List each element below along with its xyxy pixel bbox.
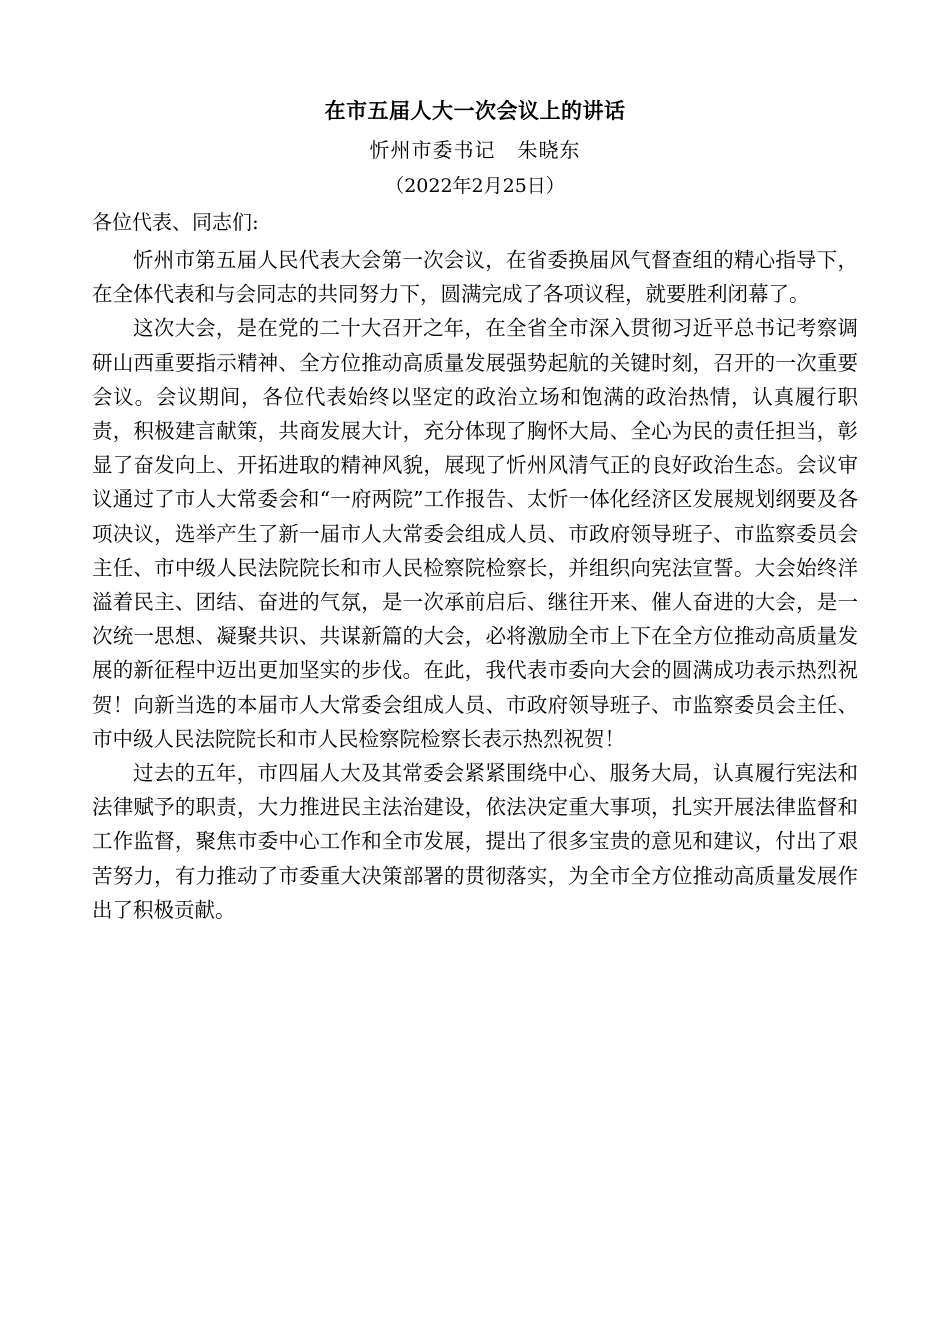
paragraph: 忻州市第五届人民代表大会第一次会议，在省委换届风气督查组的精心指导下，在全体代表和与会同志的共同努力下，圆满完成了各项议程，就要胜利闭幕了。 [92, 248, 858, 307]
paragraph: 这次大会，是在党的二十大召开之年，在全省全市深入贯彻习近平总书记考察调研山西重要指示精神、全方位推动高质量发展强势起航的关键时刻，召开的一次重要会议。会议期间，各位代表始终以坚定的政治立场和饱满的政治热情，认真履行职责，积极建言献策，共商发展大计，充分体现了胸怀大局、全心为民的责任担当，彰显了奋发向上、开拓进取的精神风貌，展现了忻州风清气正的良好政治生态。会议审议通过了市人大常委会和“一府两院”工作报告、太忻一体化经济区发展规划纲要及各项决议，选举产生了新一届市人大常委会组成人员、市政府领导班子、市监察委员会主任、市中级人民法院院长和市人民检察院检察长，并组织向宪法宣誓。大会始终洋溢着民主、团结、奋进的气氛，是一次承前启后、继往开来、催人奋进的大会，是一次统一思想、凝聚共识、共谋新篇的大会，必将激励全市上下在全方位推动高质量发展的新征程中迈出更加坚实的步伐。在此，我代表市委向大会的圆满成功表示热烈祝贺！向新当选的本届市人大常委会组成人员、市政府领导班子、市监察委员会主任、市中级人民法院院长和市人民检察院检察长表示热烈祝贺！ [92, 316, 858, 751]
author-name: 朱晓东 [517, 138, 581, 162]
salutation: 各位代表、同志们: [92, 210, 259, 234]
document-title: 在市五届人大一次会议上的讲话 [324, 98, 626, 123]
author-line [0, 135, 950, 165]
paragraph: 过去的五年，市四届人大及其常委会紧紧围绕中心、服务大局，认真履行宪法和法律赋予的职责，大力推进民主法治建设，依法决定重大事项，扎实开展法律监督和工作监督，聚焦市委中心工作和全市发展，提出了很多宝贵的意见和建议，付出了艰苦努力，有力推动了市委重大决策部署的贯彻落实，为全市全方位推动高质量发展作出了积极贡献。 [92, 761, 858, 922]
document-body [92, 243, 858, 927]
speech-date: （2022年2月25日） [385, 175, 565, 197]
author-position: 忻州市委书记 [369, 138, 496, 162]
